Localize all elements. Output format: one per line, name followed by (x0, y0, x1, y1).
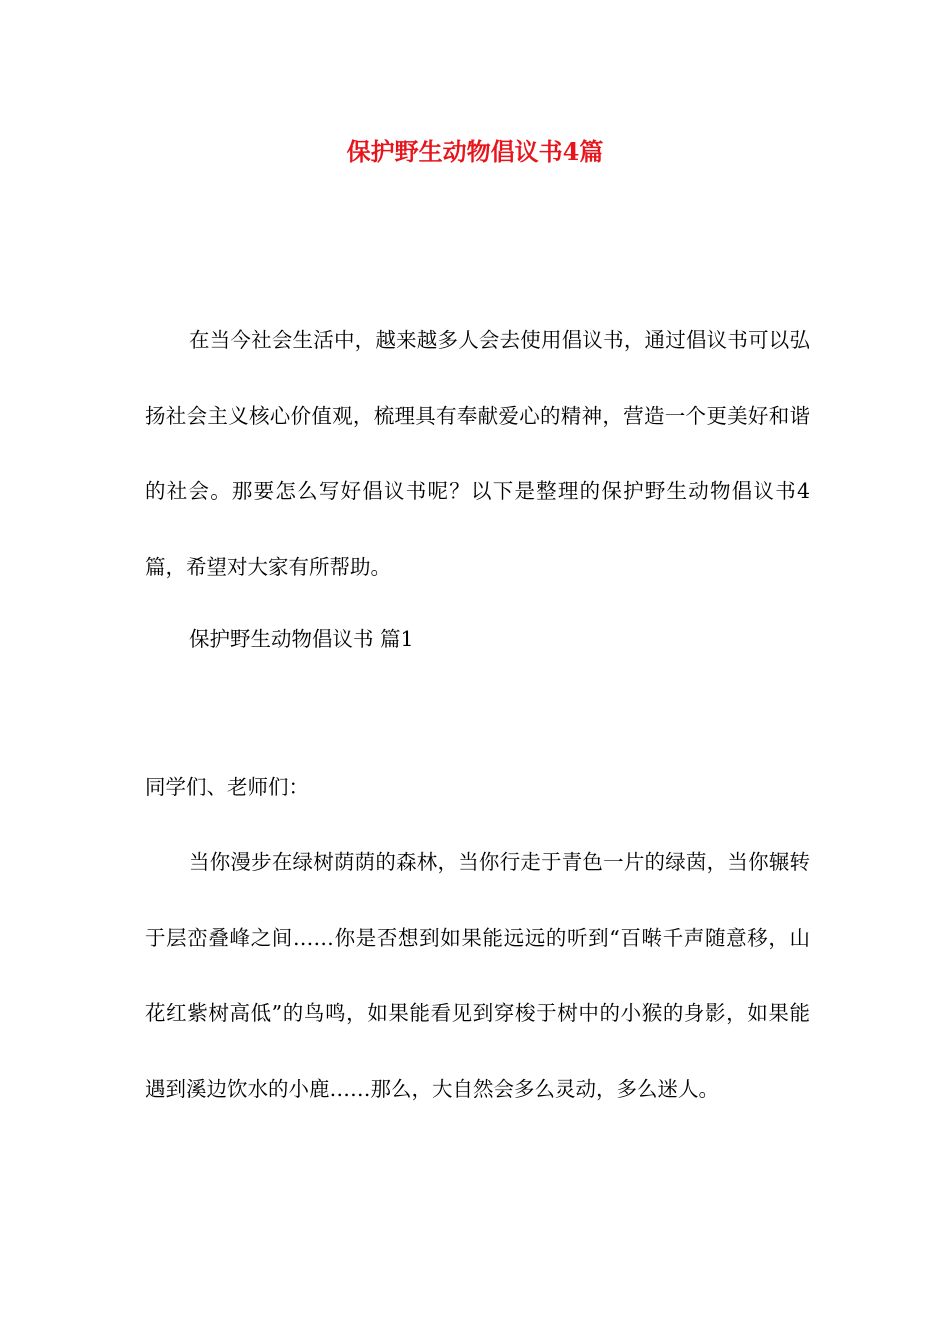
section-heading: 保护野生动物倡议书 篇1 (189, 627, 414, 651)
greeting-line: 同学们、老师们： (145, 775, 309, 799)
intro-paragraph: 在当今社会生活中，越来越多人会去使用倡议书，通过倡议书可以弘扬社会主义核心价值观，梳理具有奉献爱心的精神，营造一个更美好和谐的社会。那要怎么写好倡议书呢？以下是整理的保护野生动物倡议书4篇，希望对大家有所帮助。 (145, 328, 810, 579)
body-paragraph: 当你漫步在绿树荫荫的森林，当你行走于青色一片的绿茵，当你辗转于层峦叠峰之间……你是否想到如果能远远的听到“百啭千声随意移，山花红紫树高低”的鸟鸣，如果能看见到穿梭于树中的小猴的身影，如果能遇到溪边饮水的小鹿……那么，大自然会多么灵动，多么迷人。 (145, 850, 810, 1101)
document-title: 保护野生动物倡议书4篇 (346, 137, 604, 166)
